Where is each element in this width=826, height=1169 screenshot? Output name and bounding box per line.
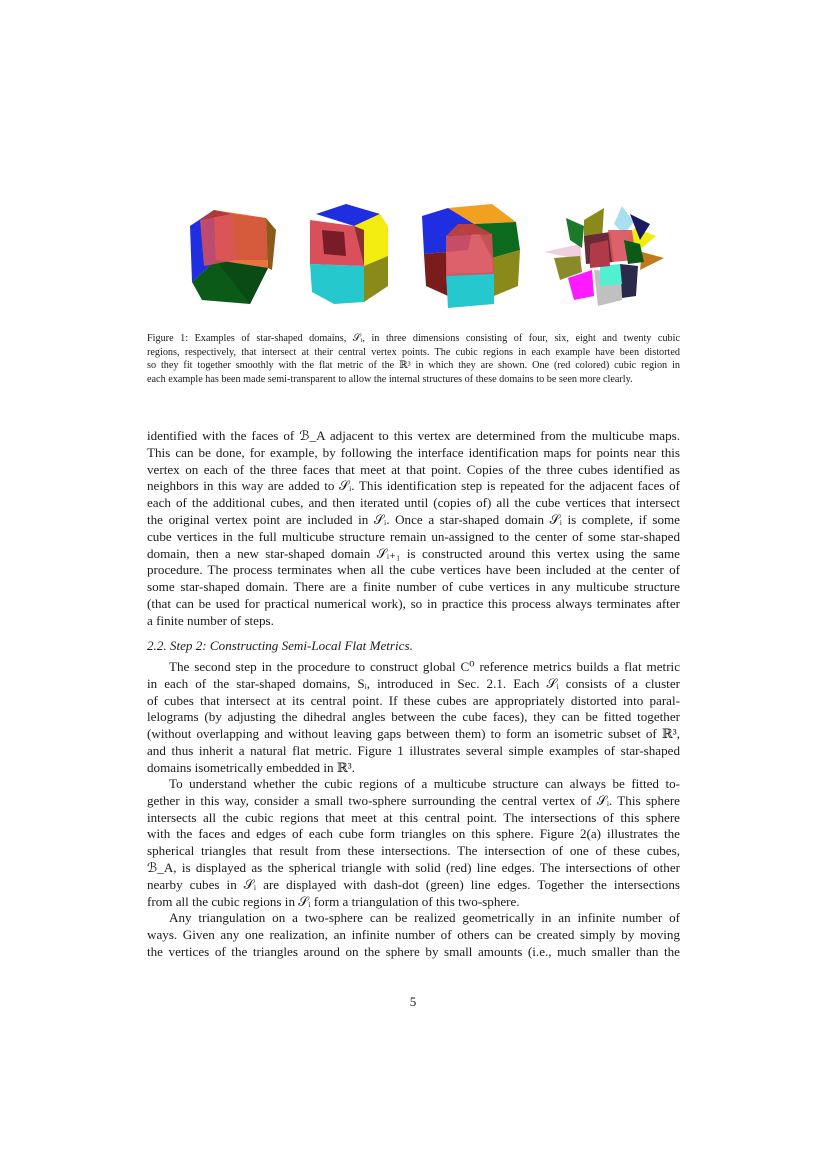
section-heading: 2.2. Step 2: Constructing Semi-Local Flat Metrics.: [147, 638, 413, 653]
paragraph-3: [147, 776, 680, 910]
paragraph-4: [147, 910, 680, 960]
text-line: and thus inherit a natural flat metric. Figure 1 illustrates several simple examples of star-shaped: [147, 742, 680, 758]
text-line: nearby cubes in 𝒮ᵢ are displayed with dash-dot (green) line edges. Together the intersections: [147, 876, 680, 892]
text-line: the vertices of the triangles around on the sphere by small amounts (i.e., much smaller than the: [147, 943, 680, 959]
text-line: spherical triangles that result from these intersections. The intersection of one of these cubes,: [147, 843, 680, 859]
paragraph-1: [147, 428, 680, 630]
text-line: domain, then a new star-shaped domain 𝒮ᵢ₊₁ is constructed around this vertex using the same: [147, 545, 680, 561]
figure-caption: [147, 332, 680, 386]
text-line: identified with the faces of ℬ_A adjacent to this vertex are determined from the multicube maps.: [147, 428, 680, 443]
text-line: To understand whether the cubic regions of a multicube structure can always be fitted to-: [169, 776, 680, 791]
paragraph-2: [147, 659, 680, 777]
twenty-cube-domain-image: [540, 200, 664, 312]
text-line: Any triangulation on a two-sphere can be realized geometrically in an infinite number of: [169, 910, 680, 925]
figure-1: [170, 200, 670, 320]
text-line: each of the additional cubes, and then iterated until (copies of) all the cube vertices that intersect: [147, 495, 680, 511]
caption-line: so they fit together smoothly with the flat metric of the ℝ³ in which they are shown. One (red colored) cubic region in: [147, 360, 680, 372]
text-line: neighbors in this way are added to 𝒮ᵢ. This identification step is repeated for the adjacent faces of: [147, 478, 680, 494]
eight-cube-domain-image: [420, 200, 526, 312]
text-line: ways. Given any one realization, an infinite number of others can be created simply by moving: [147, 926, 680, 942]
caption-line: each example has been made semi-transparent to allow the internal structures of these domains to be seen more clearly.: [147, 373, 633, 385]
text-line: ℬ_A, is displayed as the spherical triangle with solid (red) line edges. The intersections of other: [147, 859, 680, 875]
text-line: in each of the star-shaped domains, Sᵢ, introduced in Sec. 2.1. Each 𝒮ᵢ consists of a cluster: [147, 675, 680, 691]
text-line: (without overlapping and without leaving gaps between them) to form an isometric subset of ℝ³,: [147, 726, 680, 742]
text-line: cube vertices in the full multicube structure remain un-assigned to the center of some star-shaped: [147, 528, 680, 544]
text-line: (that can be used for practical numerical work), so in practice this process always terminates after: [147, 595, 680, 611]
page-number: 5: [409, 994, 417, 1009]
text-line: lelograms (by adjusting the dihedral angles between the cube faces), they can be fitted together: [147, 709, 680, 725]
text-line: gether in this way, consider a small two-sphere surrounding the central vertex of 𝒮ᵢ. This sphere: [147, 792, 680, 808]
six-cube-domain-image: [304, 200, 394, 312]
caption-line: Figure 1: Examples of star-shaped domains, 𝒮ᵢ, in three dimensions consisting of four, six, eight and twenty cubic: [147, 333, 680, 344]
text-line: of cubes that intersect at its central point. If these cubes are appropriately distorted into paral-: [147, 692, 680, 708]
text-line: This can be done, for example, by following the interface identification maps for points near this: [147, 444, 680, 460]
text-line: with the faces and edges of each cube form triangles on this sphere. Figure 2(a) illustrates the: [147, 826, 680, 842]
four-cube-domain-image: [176, 200, 276, 312]
text-line: vertex on each of the three faces that meet at that point. Copies of the three cubes identified as: [147, 461, 680, 477]
text-line: a finite number of steps.: [147, 612, 274, 628]
text-line: The second step in the procedure to construct global C⁰ reference metrics builds a flat metric: [169, 659, 680, 674]
text-line: the original vertex point are included in 𝒮ᵢ. Once a star-shaped domain 𝒮ᵢ is complete, if some: [147, 511, 680, 527]
text-line: from all the cubic regions in 𝒮ᵢ form a triangulation of this two-sphere.: [147, 893, 520, 909]
text-line: intersects all the cubic regions that meet at this central point. The intersections of this sphere: [147, 809, 680, 825]
text-line: some star-shaped domain. There are a finite number of cube vertices in any multicube structure: [147, 579, 680, 595]
caption-line: regions, respectively, that intersect at their central vertex points. The cubic regions in each example have been distorted: [147, 346, 680, 358]
text-line: procedure. The process terminates when all the cube vertices have been included at the center of: [147, 562, 680, 578]
text-line: domains isometrically embedded in ℝ³.: [147, 759, 355, 775]
